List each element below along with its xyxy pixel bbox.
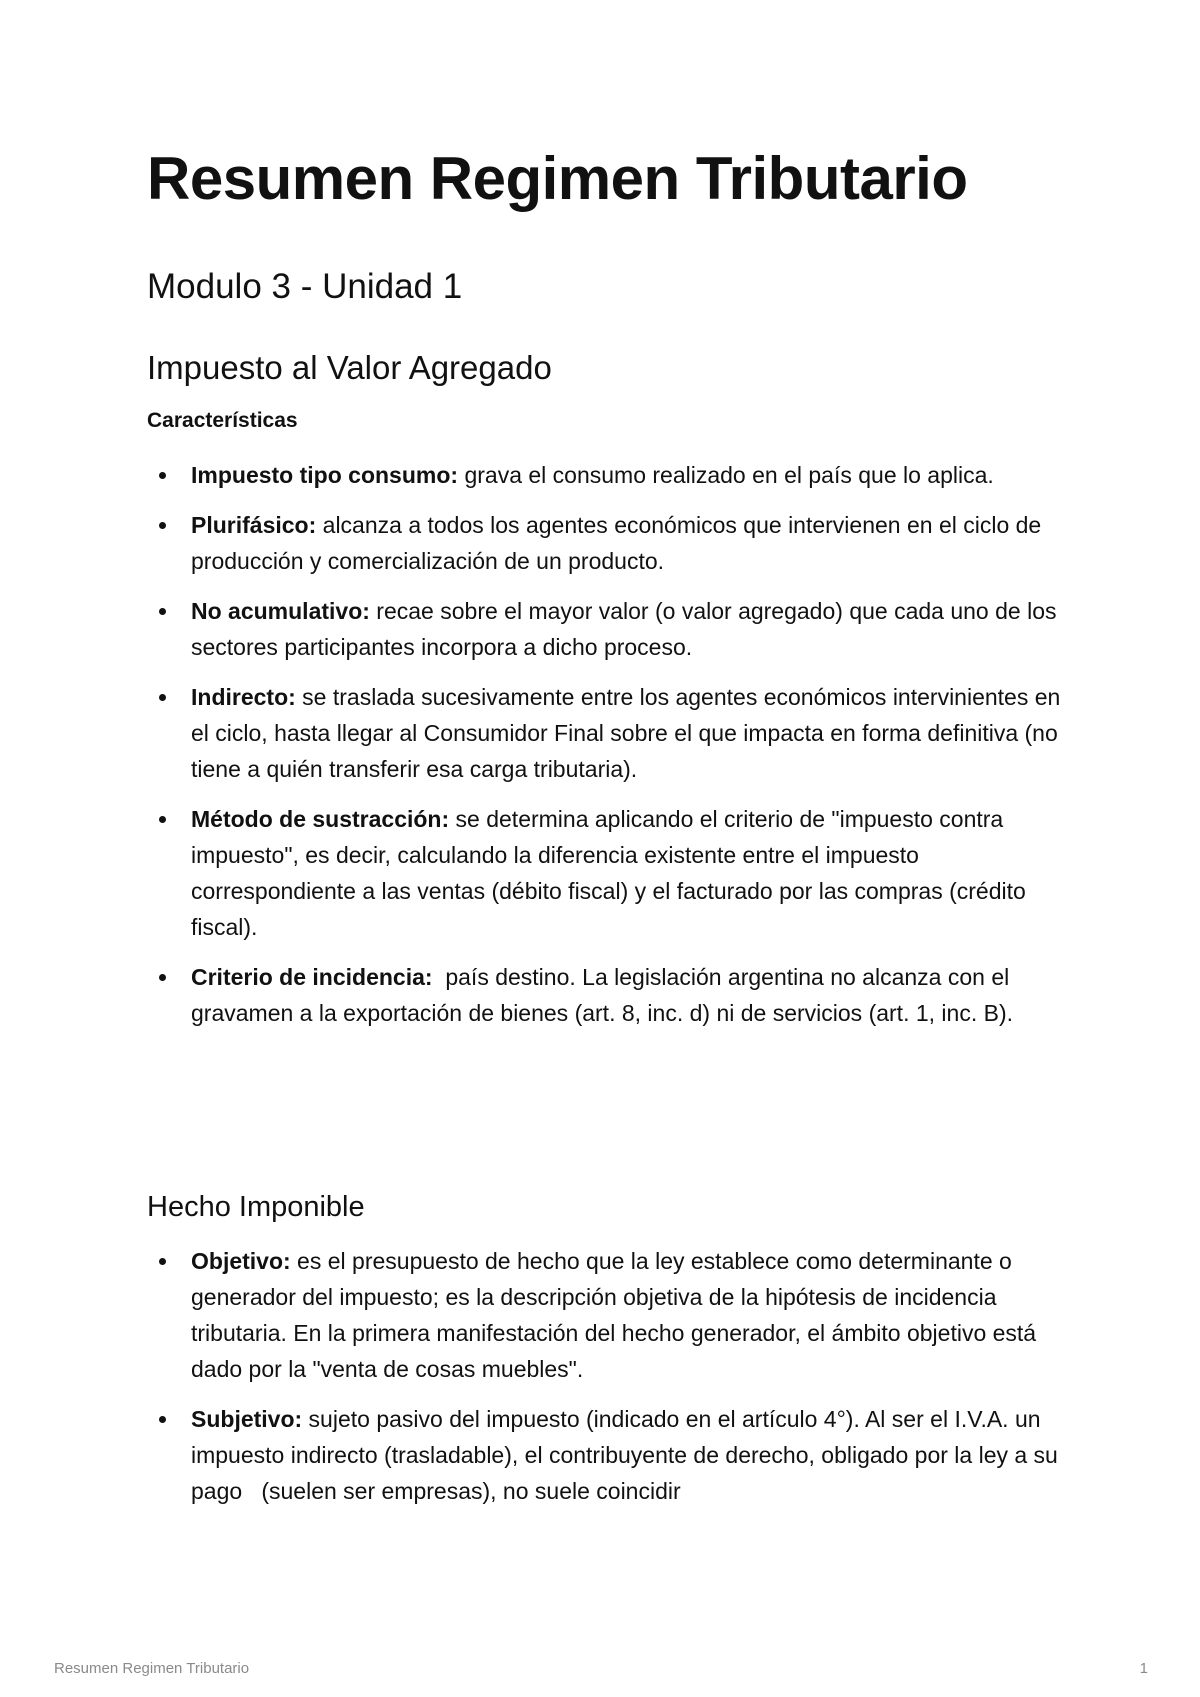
term-description: recae sobre el mayor valor (o valor agregado) que cada uno de los sectores participantes incorpora a dicho proceso. [191, 598, 1057, 660]
list-item [147, 679, 1077, 787]
term-description: es el presupuesto de hecho que la ley establece como determinante o generador del impuesto; es la descripción objetiva de la hipótesis de incidencia tributaria. En la primera manifestación del hecho generador, el ámbito objetivo está dado por la "venta de cosas muebles". [191, 1248, 1037, 1382]
list-item [147, 507, 1077, 579]
term-label: Subjetivo: [191, 1406, 303, 1432]
term-label: Criterio de incidencia: [191, 964, 433, 990]
term-description: sujeto pasivo del impuesto (indicado en el artículo 4°). Al ser el I.V.A. un impuesto indirecto (trasladable), el contribuyente de derecho, obligado por la ley a su pago (suelen ser empresas), no suele coincidir [191, 1406, 1071, 1504]
list-item [147, 593, 1077, 665]
term-label: Indirecto: [191, 684, 296, 710]
bullet-icon [159, 608, 166, 615]
term-label: Método de sustracción: [191, 806, 450, 832]
bullet-icon [159, 1258, 166, 1265]
list-item [147, 1401, 1077, 1509]
term-description: país destino. La legislación argentina no alcanza con el gravamen a la exportación de bienes (art. 8, inc. d) ni de servicios (art. 1, inc. B). [191, 964, 1016, 1026]
bullet-icon [159, 472, 166, 479]
caracteristicas-list [147, 457, 1077, 1045]
list-item [147, 1243, 1077, 1387]
bullet-icon [159, 974, 166, 981]
footer-page-number: 1 [1139, 1660, 1148, 1677]
list-item [147, 801, 1077, 945]
term-description: se determina aplicando el criterio de "impuesto contra impuesto", es decir, calculando la diferencia existente entre el impuesto correspondiente a las ventas (débito fiscal) y el facturado por las compras (crédito fiscal). [191, 806, 1026, 940]
list-item [147, 959, 1077, 1031]
section-heading-iva: Impuesto al Valor Agregado [147, 349, 552, 386]
term-description: se traslada sucesivamente entre los agentes económicos intervinientes en el ciclo, hasta llegar al Consumidor Final sobre el que impacta en forma definitiva (no tiene a quién transferir esa carga tributaria). [191, 684, 1061, 782]
document-title: Resumen Regimen Tributario [147, 145, 968, 212]
bullet-icon [159, 1416, 166, 1423]
caracteristicas-heading: Características [147, 409, 298, 432]
bullet-icon [159, 694, 166, 701]
hecho-imponible-list [147, 1243, 1077, 1523]
term-description: alcanza a todos los agentes económicos que intervienen en el ciclo de producción y comercialización de un producto. [191, 512, 1042, 574]
footer-document-name: Resumen Regimen Tributario [54, 1660, 250, 1677]
bullet-icon [159, 816, 166, 823]
term-label: Impuesto tipo consumo: [191, 462, 459, 488]
bullet-icon [159, 522, 166, 529]
module-subtitle: Modulo 3 - Unidad 1 [147, 267, 463, 306]
term-label: No acumulativo: [191, 598, 370, 624]
list-item [147, 457, 1077, 493]
term-description: grava el consumo realizado en el país que lo aplica. [458, 462, 994, 488]
term-label: Objetivo: [191, 1248, 291, 1274]
section-heading-hecho-imponible: Hecho Imponible [147, 1191, 365, 1223]
term-label: Plurifásico: [191, 512, 317, 538]
